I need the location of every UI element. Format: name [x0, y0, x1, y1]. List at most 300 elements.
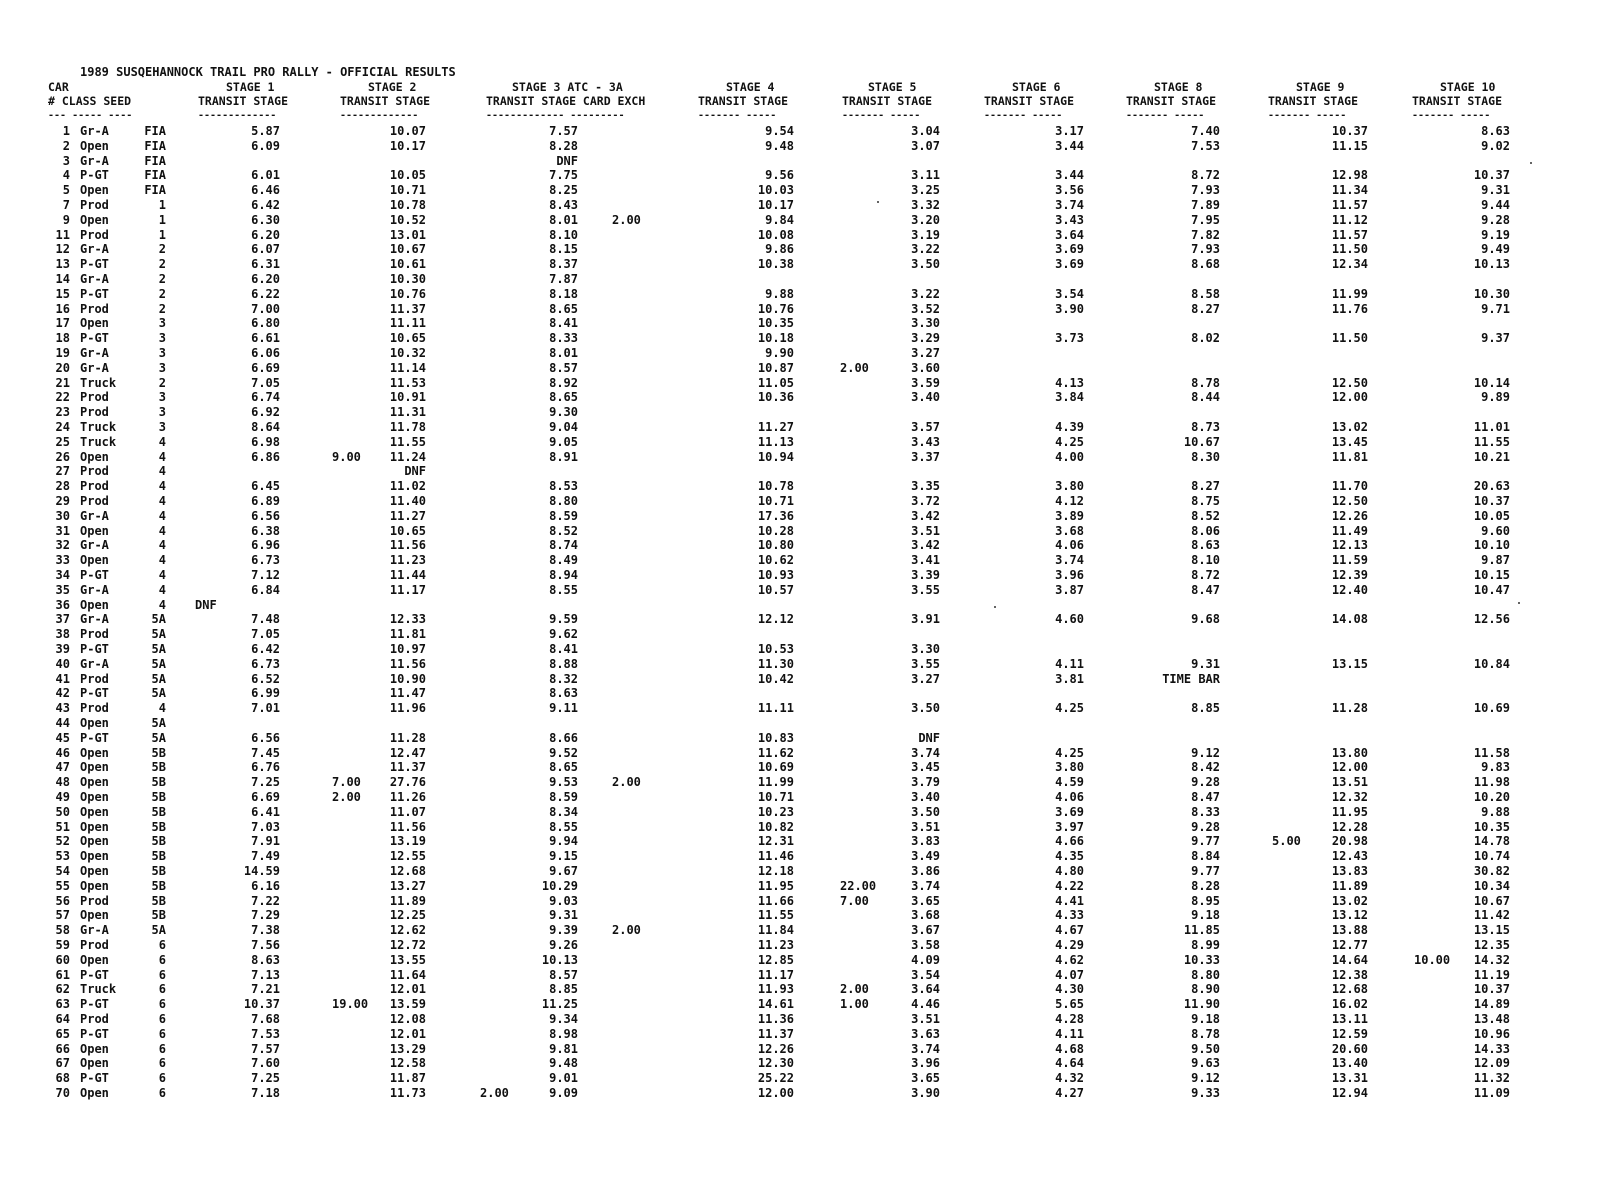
cell-s2s: 10.65: [389, 523, 426, 538]
cell-s5s: 3.96: [911, 1056, 940, 1071]
cell-s5s: 3.32: [911, 198, 940, 212]
cell-s9s: 11.28: [1331, 701, 1368, 716]
cell-seed: 4: [158, 538, 166, 553]
cell-s2s: 10.07: [389, 124, 426, 138]
cell-s10s: 10.69: [1473, 701, 1510, 716]
cell-s6s: 4.13: [1055, 375, 1084, 390]
cell-class: Prod: [80, 671, 109, 686]
header-label: TRANSIT STAGE: [198, 94, 289, 108]
cell-car: 51: [55, 819, 70, 834]
cell-seed: 6: [158, 967, 166, 982]
cell-s2s: 13.27: [389, 878, 426, 893]
cell-s5s: 3.39: [911, 568, 940, 582]
cell-s6s: 3.96: [1055, 568, 1084, 582]
header-label: CAR: [48, 80, 69, 94]
cell-s4s: 10.53: [757, 642, 794, 656]
cell-seed: 4: [158, 553, 166, 568]
cell-s10s: 9.02: [1481, 138, 1510, 153]
cell-s3s: 8.10: [549, 227, 578, 242]
cell-s3s: 8.59: [549, 790, 578, 804]
cell-s1s: 7.53: [251, 1026, 280, 1041]
cell-s8s: 8.47: [1191, 790, 1220, 804]
cell-s4s: 11.93: [757, 982, 794, 997]
cell-s5s: 3.07: [911, 138, 940, 153]
cell-s3s: 9.62: [549, 627, 578, 642]
cell-s8s: 8.02: [1191, 331, 1220, 346]
cell-s2s: 12.72: [389, 938, 426, 952]
cell-s4s: 12.30: [757, 1056, 794, 1071]
cell-car: 68: [55, 1071, 70, 1086]
cell-s3s: 9.34: [549, 1012, 578, 1026]
cell-s4s: 10.03: [757, 183, 794, 198]
cell-s10s: 10.37: [1473, 982, 1510, 997]
cell-car: 31: [55, 523, 70, 538]
cell-seed: 2: [158, 272, 166, 286]
cell-car: 41: [55, 671, 70, 686]
cell-car: 63: [55, 997, 70, 1012]
cell-seed: 5B: [151, 908, 166, 923]
cell-s4s: 10.76: [757, 301, 794, 316]
cell-s6s: 4.22: [1055, 878, 1084, 893]
cell-s9s: 13.31: [1331, 1071, 1368, 1086]
cell-s1s: 6.61: [251, 331, 280, 346]
cell-seed: 5B: [151, 760, 166, 775]
cell-s10s: 12.35: [1473, 938, 1510, 952]
cell-s1s: 6.73: [251, 553, 280, 568]
cell-s6s: 3.54: [1055, 286, 1084, 301]
cell-s3s: 9.39: [549, 923, 578, 938]
cell-seed: 5B: [151, 878, 166, 893]
cell-s10s: 10.30: [1473, 286, 1510, 301]
cell-s3s: 8.28: [549, 138, 578, 153]
cell-s10s: 11.42: [1473, 908, 1510, 923]
cell-seed: 2: [158, 286, 166, 301]
cell-s1s: 6.07: [251, 242, 280, 257]
cell-car: 47: [55, 760, 70, 775]
cell-s9s: 11.12: [1331, 212, 1368, 227]
cell-s2s: 10.76: [389, 286, 426, 301]
cell-car: 40: [55, 656, 70, 671]
cell-car: 17: [55, 316, 70, 331]
cell-s10s: 10.15: [1473, 568, 1510, 582]
cell-s6s: 4.39: [1055, 420, 1084, 434]
cell-car: 66: [55, 1041, 70, 1056]
cell-s10t: 10.00: [1414, 952, 1451, 967]
cell-s9s: 12.13: [1331, 538, 1368, 553]
cell-s5s: 3.19: [911, 227, 940, 242]
cell-class: Open: [80, 775, 109, 790]
cell-class: Gr-A: [80, 612, 109, 627]
cell-s2s: 10.97: [389, 642, 426, 656]
cell-class: Open: [80, 878, 109, 893]
cell-s9s: 13.02: [1331, 893, 1368, 908]
cell-s6s: 3.43: [1055, 212, 1084, 227]
cell-s8s: 9.31: [1191, 656, 1220, 671]
cell-s5s: 3.27: [911, 346, 940, 360]
cell-class: Gr-A: [80, 508, 109, 523]
cell-s3s: 8.55: [549, 582, 578, 597]
cell-s3s: 8.53: [549, 479, 578, 494]
cell-class: Gr-A: [80, 124, 109, 138]
cell-s2s: 11.73: [389, 1086, 426, 1100]
cell-seed: 3: [158, 390, 166, 405]
cell-class: Truck: [80, 434, 117, 449]
cell-s1s: 6.06: [251, 346, 280, 360]
cell-s10s: 14.32: [1473, 952, 1510, 967]
cell-s6s: 4.60: [1055, 612, 1084, 627]
cell-s2s: 10.30: [389, 272, 426, 286]
cell-s10s: 9.83: [1481, 760, 1510, 775]
cell-s5s: 3.35: [911, 479, 940, 494]
header-label: TRANSIT STAGE: [984, 94, 1075, 108]
cell-s10s: 10.74: [1473, 849, 1510, 864]
cell-car: 52: [55, 834, 70, 849]
cell-s9s: 20.98: [1331, 834, 1368, 849]
cell-s4s: 10.94: [757, 449, 794, 464]
cell-s3s: 8.80: [549, 494, 578, 508]
cell-seed: 4: [158, 494, 166, 508]
cell-s1s: 7.22: [251, 893, 280, 908]
cell-s2s: 11.78: [389, 420, 426, 434]
cell-s8s: 7.53: [1191, 138, 1220, 153]
cell-s2s: 13.01: [389, 227, 426, 242]
cell-car: 58: [55, 923, 70, 938]
cell-s8s: 8.75: [1191, 494, 1220, 508]
cell-s6s: 3.80: [1055, 760, 1084, 775]
cell-s4s: 11.13: [757, 434, 794, 449]
cell-s3s: 10.13: [541, 952, 578, 967]
cell-s2s: 12.25: [389, 908, 426, 923]
cell-s2s: 13.55: [389, 952, 426, 967]
cell-car: 26: [55, 449, 70, 464]
cell-s4s: 9.56: [765, 168, 794, 183]
header-label: STAGE 10: [1440, 80, 1496, 94]
cell-seed: FIA: [144, 168, 166, 183]
cell-seed: 1: [158, 227, 166, 242]
cell-class: Gr-A: [80, 656, 109, 671]
cell-s1s: 6.30: [251, 212, 280, 227]
cell-seed: 4: [158, 449, 166, 464]
cell-s10s: 10.14: [1473, 375, 1510, 390]
cell-s5s: 3.45: [911, 760, 940, 775]
cell-s4s: 12.18: [757, 864, 794, 878]
cell-s10s: 10.67: [1473, 893, 1510, 908]
cell-class: P-GT: [80, 686, 109, 701]
cell-s2s: 12.68: [389, 864, 426, 878]
cell-s3s: 8.65: [549, 301, 578, 316]
cell-s5s: 3.51: [911, 1012, 940, 1026]
cell-seed: 3: [158, 420, 166, 434]
cell-s6s: 3.74: [1055, 553, 1084, 568]
cell-s2s: 12.01: [389, 982, 426, 997]
cell-s4s: 11.37: [757, 1026, 794, 1041]
cell-s9s: 14.08: [1331, 612, 1368, 627]
cell-seed: 4: [158, 568, 166, 582]
cell-s10s: 14.89: [1473, 997, 1510, 1012]
cell-s8s: 8.63: [1191, 538, 1220, 553]
cell-s3s: 8.94: [549, 568, 578, 582]
cell-s4s: 17.36: [757, 508, 794, 523]
cell-s9s: 11.81: [1331, 449, 1368, 464]
header-rule: ------- -----: [698, 111, 777, 121]
cell-s9s: 16.02: [1331, 997, 1368, 1012]
cell-s4s: 10.82: [757, 819, 794, 834]
cell-s3s: 7.75: [549, 168, 578, 183]
cell-s10s: 14.78: [1473, 834, 1510, 849]
cell-s4s: 10.87: [757, 360, 794, 375]
cell-s6s: 3.74: [1055, 198, 1084, 212]
cell-s5s: 3.41: [911, 553, 940, 568]
cell-seed: 5B: [151, 864, 166, 878]
cell-class: Gr-A: [80, 538, 109, 553]
cell-s3s: 8.65: [549, 390, 578, 405]
cell-s1s: 6.09: [251, 138, 280, 153]
cell-seed: 6: [158, 1071, 166, 1086]
scan-speck: [994, 606, 996, 608]
cell-car: 19: [55, 346, 70, 360]
cell-s4s: 11.55: [757, 908, 794, 923]
cell-s2s: 11.56: [389, 819, 426, 834]
cell-car: 27: [55, 464, 70, 479]
cell-s6s: 4.30: [1055, 982, 1084, 997]
cell-class: Open: [80, 1041, 109, 1056]
cell-s1s: 8.63: [251, 952, 280, 967]
cell-s2s: 11.26: [389, 790, 426, 804]
cell-atc: 2.00: [612, 775, 641, 790]
cell-s3s: 9.48: [549, 1056, 578, 1071]
cell-s3s: 8.43: [549, 198, 578, 212]
cell-s9s: 13.40: [1331, 1056, 1368, 1071]
cell-s1s: 6.69: [251, 790, 280, 804]
cell-s2s: 11.64: [389, 967, 426, 982]
cell-s4s: 11.99: [757, 775, 794, 790]
cell-seed: 3: [158, 316, 166, 331]
cell-class: Open: [80, 553, 109, 568]
cell-s8s: 9.18: [1191, 908, 1220, 923]
cell-s2s: DNF: [404, 464, 426, 479]
cell-seed: 5A: [151, 923, 166, 938]
cell-seed: 1: [158, 212, 166, 227]
cell-s3s: 11.25: [541, 997, 578, 1012]
cell-car: 18: [55, 331, 70, 346]
cell-seed: 5A: [151, 642, 166, 656]
cell-s9s: 13.80: [1331, 745, 1368, 760]
cell-s2s: 10.05: [389, 168, 426, 183]
cell-s6s: 3.69: [1055, 257, 1084, 272]
cell-car: 42: [55, 686, 70, 701]
cell-s5s: 3.91: [911, 612, 940, 627]
cell-class: Open: [80, 952, 109, 967]
cell-car: 36: [55, 597, 70, 612]
cell-car: 7: [62, 198, 70, 212]
cell-s10s: 12.56: [1473, 612, 1510, 627]
cell-seed: 5B: [151, 775, 166, 790]
cell-car: 28: [55, 479, 70, 494]
cell-s2s: 11.47: [389, 686, 426, 701]
cell-s5s: 3.42: [911, 538, 940, 553]
cell-s4s: 12.26: [757, 1041, 794, 1056]
cell-s1s: 7.56: [251, 938, 280, 952]
cell-s3s: 8.01: [549, 346, 578, 360]
cell-s10s: 11.32: [1473, 1071, 1510, 1086]
cell-seed: 6: [158, 938, 166, 952]
cell-s1s: 6.38: [251, 523, 280, 538]
cell-s8s: 9.28: [1191, 819, 1220, 834]
cell-s3s: 8.33: [549, 331, 578, 346]
cell-s10s: 10.37: [1473, 494, 1510, 508]
cell-s1s: 7.05: [251, 627, 280, 642]
cell-s6s: 4.35: [1055, 849, 1084, 864]
cell-seed: 5A: [151, 716, 166, 730]
cell-s2s: 11.17: [389, 582, 426, 597]
cell-s2s: 11.55: [389, 434, 426, 449]
cell-s3s: 9.53: [549, 775, 578, 790]
cell-car: 60: [55, 952, 70, 967]
cell-car: 1: [62, 124, 70, 138]
cell-seed: 5A: [151, 686, 166, 701]
cell-s1s: 6.01: [251, 168, 280, 183]
cell-s6s: 4.32: [1055, 1071, 1084, 1086]
cell-s1s: 14.59: [243, 864, 280, 878]
cell-s1s: 6.22: [251, 286, 280, 301]
cell-s2s: 10.65: [389, 331, 426, 346]
cell-s3s: 7.87: [549, 272, 578, 286]
cell-s8s: 8.30: [1191, 449, 1220, 464]
cell-seed: 4: [158, 523, 166, 538]
cell-class: Prod: [80, 701, 109, 716]
cell-s9s: 12.59: [1331, 1026, 1368, 1041]
cell-s5s: 3.37: [911, 449, 940, 464]
cell-s8s: 8.68: [1191, 257, 1220, 272]
cell-seed: 4: [158, 434, 166, 449]
cell-s10s: 10.35: [1473, 819, 1510, 834]
cell-s2s: 11.07: [389, 804, 426, 819]
cell-seed: 2: [158, 301, 166, 316]
cell-class: Gr-A: [80, 153, 109, 168]
cell-seed: 5A: [151, 656, 166, 671]
cell-s3s: 9.03: [549, 893, 578, 908]
cell-s2s: 13.59: [389, 997, 426, 1012]
cell-s3s: 9.09: [549, 1086, 578, 1100]
cell-class: Truck: [80, 375, 117, 390]
cell-s1s: 6.41: [251, 804, 280, 819]
cell-s4s: 9.86: [765, 242, 794, 257]
cell-s8s: 8.90: [1191, 982, 1220, 997]
cell-s6s: 4.66: [1055, 834, 1084, 849]
cell-s9s: 12.38: [1331, 967, 1368, 982]
cell-car: 54: [55, 864, 70, 878]
cell-class: Open: [80, 834, 109, 849]
cell-s5s: 3.22: [911, 242, 940, 257]
cell-s4s: 11.66: [757, 893, 794, 908]
cell-s2s: 10.91: [389, 390, 426, 405]
cell-s8s: 7.93: [1191, 242, 1220, 257]
cell-s5s: 3.60: [911, 360, 940, 375]
cell-s4s: 10.69: [757, 760, 794, 775]
cell-seed: 4: [158, 582, 166, 597]
cell-car: 45: [55, 730, 70, 745]
cell-s2t: 9.00: [332, 449, 361, 464]
cell-s9s: 11.89: [1331, 878, 1368, 893]
cell-s10s: 9.44: [1481, 198, 1510, 212]
cell-s8s: 8.06: [1191, 523, 1220, 538]
cell-s6s: 4.64: [1055, 1056, 1084, 1071]
cell-s4s: 11.23: [757, 938, 794, 952]
cell-class: Open: [80, 908, 109, 923]
cell-s9s: 12.26: [1331, 508, 1368, 523]
cell-s5s: 3.50: [911, 257, 940, 272]
cell-car: 12: [55, 242, 70, 257]
cell-s9t: 5.00: [1272, 834, 1301, 849]
cell-car: 2: [62, 138, 70, 153]
cell-s4s: 10.71: [757, 494, 794, 508]
cell-s5s: 3.11: [911, 168, 940, 183]
cell-class: Prod: [80, 405, 109, 420]
cell-s3t: 2.00: [480, 1086, 509, 1100]
cell-s9s: 12.34: [1331, 257, 1368, 272]
cell-s1s: 5.87: [251, 124, 280, 138]
cell-s1s: 6.42: [251, 642, 280, 656]
cell-s6s: 3.81: [1055, 671, 1084, 686]
cell-class: P-GT: [80, 568, 109, 582]
cell-s9s: 11.57: [1331, 198, 1368, 212]
cell-s10s: 10.37: [1473, 168, 1510, 183]
cell-seed: 3: [158, 360, 166, 375]
cell-s5s: 3.64: [911, 982, 940, 997]
cell-s5s: 3.42: [911, 508, 940, 523]
cell-car: 11: [55, 227, 70, 242]
cell-s6s: 4.06: [1055, 538, 1084, 553]
cell-s8s: 8.10: [1191, 553, 1220, 568]
cell-s3s: 9.05: [549, 434, 578, 449]
cell-s5s: 3.30: [911, 642, 940, 656]
cell-class: Open: [80, 804, 109, 819]
cell-s8s: 8.72: [1191, 168, 1220, 183]
cell-car: 34: [55, 568, 70, 582]
cell-s8s: 8.47: [1191, 582, 1220, 597]
cell-s1s: 6.92: [251, 405, 280, 420]
cell-s9s: 11.59: [1331, 553, 1368, 568]
cell-seed: 4: [158, 479, 166, 494]
cell-s10s: 30.82: [1473, 864, 1510, 878]
cell-s2s: 10.71: [389, 183, 426, 198]
cell-s3s: 8.57: [549, 967, 578, 982]
cell-s5s: 3.74: [911, 1041, 940, 1056]
cell-class: Open: [80, 449, 109, 464]
cell-atc: 2.00: [612, 923, 641, 938]
cell-s1s: 7.49: [251, 849, 280, 864]
cell-s5s: 3.22: [911, 286, 940, 301]
cell-s3s: 9.31: [549, 908, 578, 923]
cell-car: 57: [55, 908, 70, 923]
header-label: STAGE 9: [1296, 80, 1345, 94]
cell-class: Open: [80, 183, 109, 198]
cell-s6s: 3.73: [1055, 331, 1084, 346]
cell-s4s: 11.62: [757, 745, 794, 760]
cell-car: 9: [62, 212, 70, 227]
cell-s5s: 3.65: [911, 1071, 940, 1086]
cell-s1s: 6.96: [251, 538, 280, 553]
cell-car: 13: [55, 257, 70, 272]
cell-s5s: 3.83: [911, 834, 940, 849]
cell-class: Truck: [80, 420, 117, 434]
cell-s8s: 8.42: [1191, 760, 1220, 775]
cell-seed: 5A: [151, 671, 166, 686]
cell-s6s: 3.64: [1055, 227, 1084, 242]
cell-s3s: 10.29: [541, 878, 578, 893]
cell-s10s: 13.48: [1473, 1012, 1510, 1026]
cell-s5s: 3.55: [911, 656, 940, 671]
